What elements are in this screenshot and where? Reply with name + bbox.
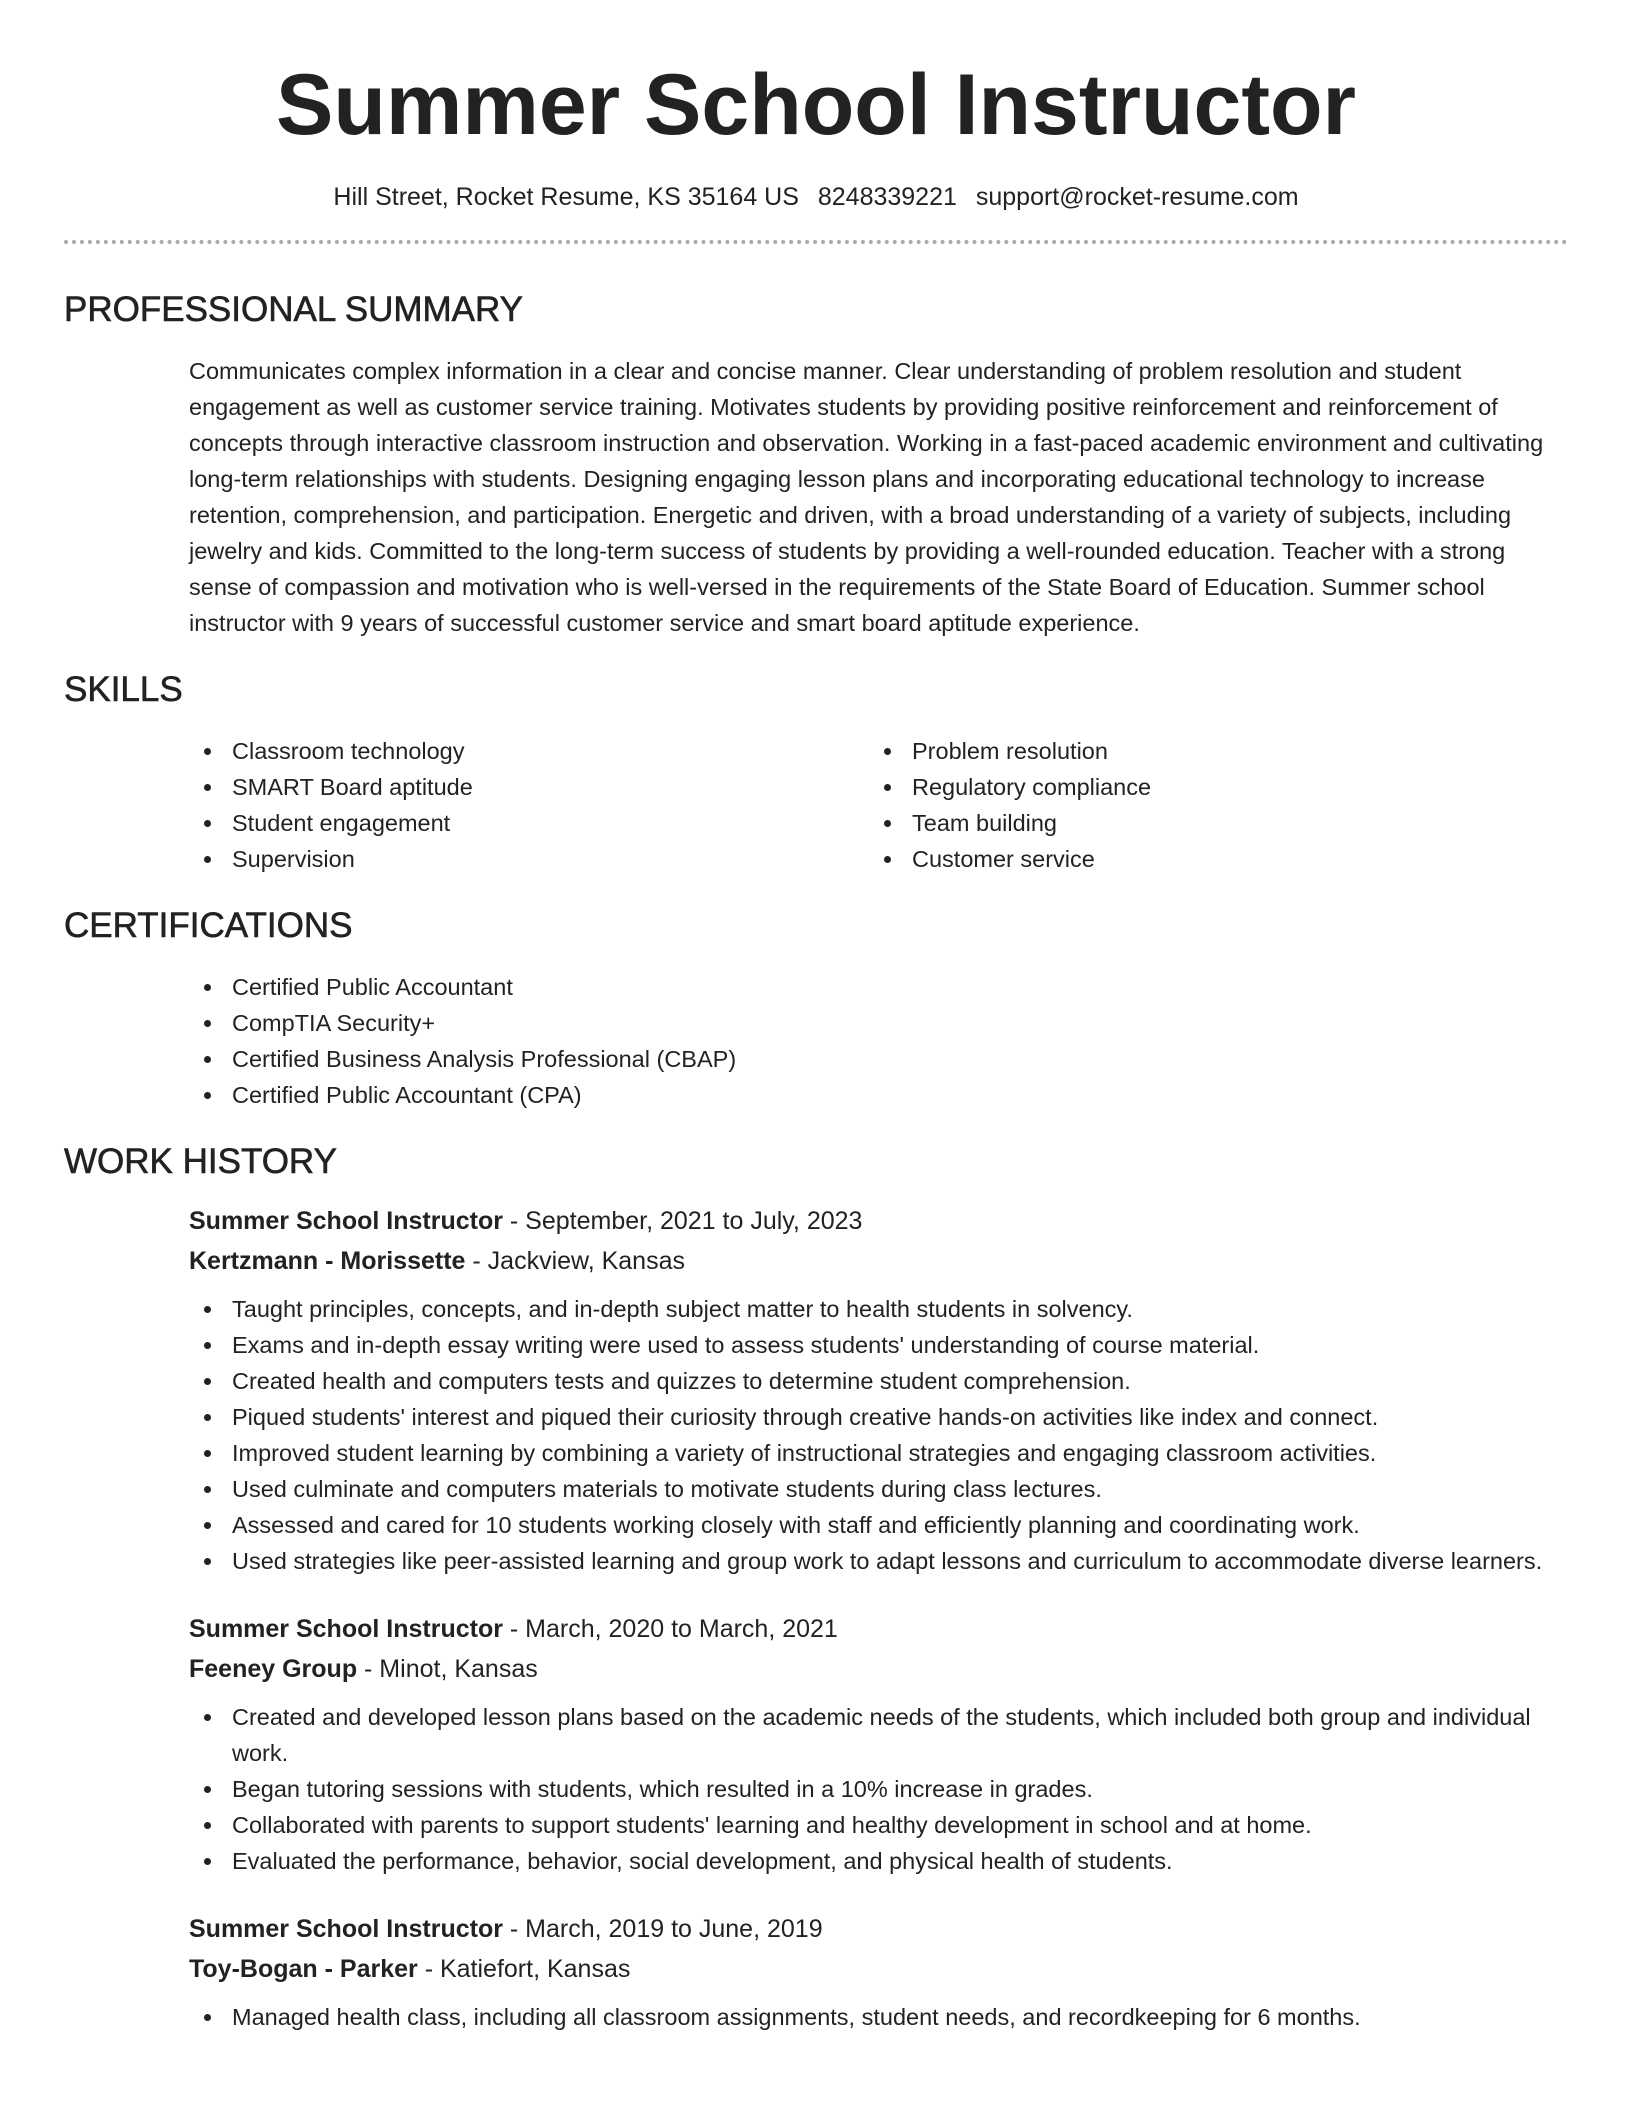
skills-heading: SKILLS	[64, 670, 183, 709]
certification-item: Certified Public Accountant (CPA)	[189, 1077, 1568, 1113]
job-bullet: Used strategies like peer-assisted learning and group work to adapt lessons and curriculum to accommodate diverse learners.	[189, 1543, 1568, 1579]
job-bullets	[189, 1999, 1568, 2035]
job-company-line	[189, 1241, 1568, 1281]
certification-item: CompTIA Security+	[189, 1005, 1568, 1041]
contact-email[interactable]: support@rocket-resume.com	[975, 183, 1299, 211]
job-bullet: Assessed and cared for 10 students working closely with staff and efficiently planning and coordinating work.	[189, 1507, 1568, 1543]
contact-line	[64, 180, 1568, 214]
job-company: Feeney Group	[189, 1655, 358, 1683]
job-bullet: Used culminate and computers materials to motivate students during class lectures.	[189, 1471, 1568, 1507]
job-company-line	[189, 1949, 1568, 1989]
work-history-heading: WORK HISTORY	[64, 1142, 337, 1181]
job-bullet: Evaluated the performance, behavior, social development, and physical health of students.	[189, 1843, 1568, 1879]
job-location: - Katiefort, Kansas	[417, 1955, 631, 1983]
job-bullets	[189, 1291, 1568, 1579]
job-title-line	[189, 1909, 1568, 1949]
job-bullet: Taught principles, concepts, and in-depth subject matter to health students in solvency.	[189, 1291, 1568, 1327]
skills-grid	[189, 733, 1568, 877]
job-entry	[189, 1609, 1568, 1879]
resume-name: Summer School Instructor	[276, 57, 1356, 153]
job-bullet: Began tutoring sessions with students, which resulted in a 10% increase in grades.	[189, 1771, 1568, 1807]
skill-item: Supervision	[189, 841, 869, 877]
job-bullet: Managed health class, including all classroom assignments, student needs, and recordkeeping for 6 months.	[189, 1999, 1568, 2035]
certifications-list	[189, 969, 1568, 1113]
job-role: Summer School Instructor	[189, 1915, 503, 1943]
job-entry	[189, 1201, 1568, 1579]
skill-item: Customer service	[869, 841, 1549, 877]
job-dates: - September, 2021 to July, 2023	[502, 1207, 863, 1235]
summary-heading: PROFESSIONAL SUMMARY	[64, 290, 523, 329]
certifications-heading: CERTIFICATIONS	[64, 906, 353, 945]
job-title-line	[189, 1201, 1568, 1241]
job-location: - Minot, Kansas	[357, 1655, 538, 1683]
job-role: Summer School Instructor	[189, 1615, 503, 1643]
skill-item: SMART Board aptitude	[189, 769, 869, 805]
resume-page	[64, 0, 1568, 2035]
job-company: Toy-Bogan - Parker	[189, 1955, 418, 1983]
job-company-line	[189, 1649, 1568, 1689]
certifications-section	[64, 905, 1568, 1113]
contact-address: Hill Street, Rocket Resume, KS 35164 US	[333, 183, 799, 211]
job-bullet: Improved student learning by combining a variety of instructional strategies and engaging classroom activities.	[189, 1435, 1568, 1471]
job-bullet: Exams and in-depth essay writing were used to assess students' understanding of course material.	[189, 1327, 1568, 1363]
skills-column-right	[869, 733, 1549, 877]
work-history-section	[64, 1141, 1568, 2035]
skill-item: Team building	[869, 805, 1549, 841]
job-dates: - March, 2019 to June, 2019	[502, 1915, 823, 1943]
header-divider	[64, 240, 1568, 244]
certification-item: Certified Public Accountant	[189, 969, 1568, 1005]
job-bullet: Created and developed lesson plans based on the academic needs of the students, which included both group and individual work.	[189, 1699, 1568, 1771]
job-bullets	[189, 1699, 1568, 1879]
skill-item: Student engagement	[189, 805, 869, 841]
job-entry	[189, 1909, 1568, 2035]
job-title-line	[189, 1609, 1568, 1649]
summary-section	[64, 289, 1568, 641]
job-location: - Jackview, Kansas	[465, 1247, 685, 1275]
job-dates: - March, 2020 to March, 2021	[502, 1615, 838, 1643]
skills-section	[64, 669, 1568, 877]
contact-phone: 8248339221	[817, 183, 957, 211]
job-role: Summer School Instructor	[189, 1207, 503, 1235]
certification-item: Certified Business Analysis Professional (CBAP)	[189, 1041, 1568, 1077]
skill-item: Regulatory compliance	[869, 769, 1549, 805]
job-company: Kertzmann - Morissette	[189, 1247, 466, 1275]
skills-column-left	[189, 733, 869, 877]
skill-item: Problem resolution	[869, 733, 1549, 769]
job-bullet: Piqued students' interest and piqued their curiosity through creative hands-on activities like index and connect.	[189, 1399, 1568, 1435]
skill-item: Classroom technology	[189, 733, 869, 769]
job-bullet: Created health and computers tests and quizzes to determine student comprehension.	[189, 1363, 1568, 1399]
job-bullet: Collaborated with parents to support students' learning and healthy development in school and at home.	[189, 1807, 1568, 1843]
summary-text: Communicates complex information in a clear and concise manner. Clear understanding of problem resolution and student engagement as well as customer service training. Motivates students by providing positive reinforcement and reinforcement of concepts through interactive classroom instruction and observation. Working in a fast-paced academic environment and cultivating long-term relationships with students. Designing engaging lesson plans and incorporating educational technology to increase retention, comprehension, and participation. Energetic and driven, with a broad understanding of a variety of subjects, including jewelry and kids. Committed to the long-term success of students by providing a well-rounded education. Teacher with a strong sense of compassion and motivation who is well-versed in the requirements of the State Board of Education. Summer school instructor with 9 years of successful customer service and smart board aptitude experience.	[189, 358, 1544, 636]
